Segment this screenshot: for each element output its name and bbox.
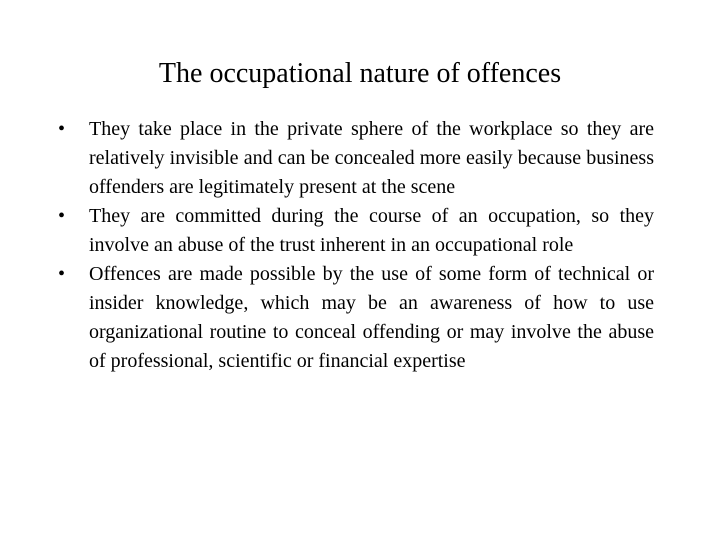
bullet-text: They take place in the private sphere of the workplace so they are relatively invisible and can be concealed more easily because business offenders are legitimately present at the scene	[89, 118, 654, 198]
bullet-text: They are committed during the course of an occupation, so they involve an abuse of the trust inherent in an occupational role	[89, 205, 654, 256]
bullet-item	[58, 202, 654, 260]
bullet-list	[58, 115, 654, 376]
bullet-item	[58, 260, 654, 376]
bullet-text: Offences are made possible by the use of some form of technical or insider knowledge, which may be an awareness of how to use organizational routine to conceal offending or may involve the abuse of professional, scientific or financial expertise	[89, 263, 654, 372]
bullet-icon: •	[58, 263, 66, 285]
slide-title: The occupational nature of offences	[158, 58, 562, 89]
bullet-icon: •	[58, 118, 66, 140]
bullet-icon: •	[58, 205, 66, 227]
bullet-item	[58, 115, 654, 202]
